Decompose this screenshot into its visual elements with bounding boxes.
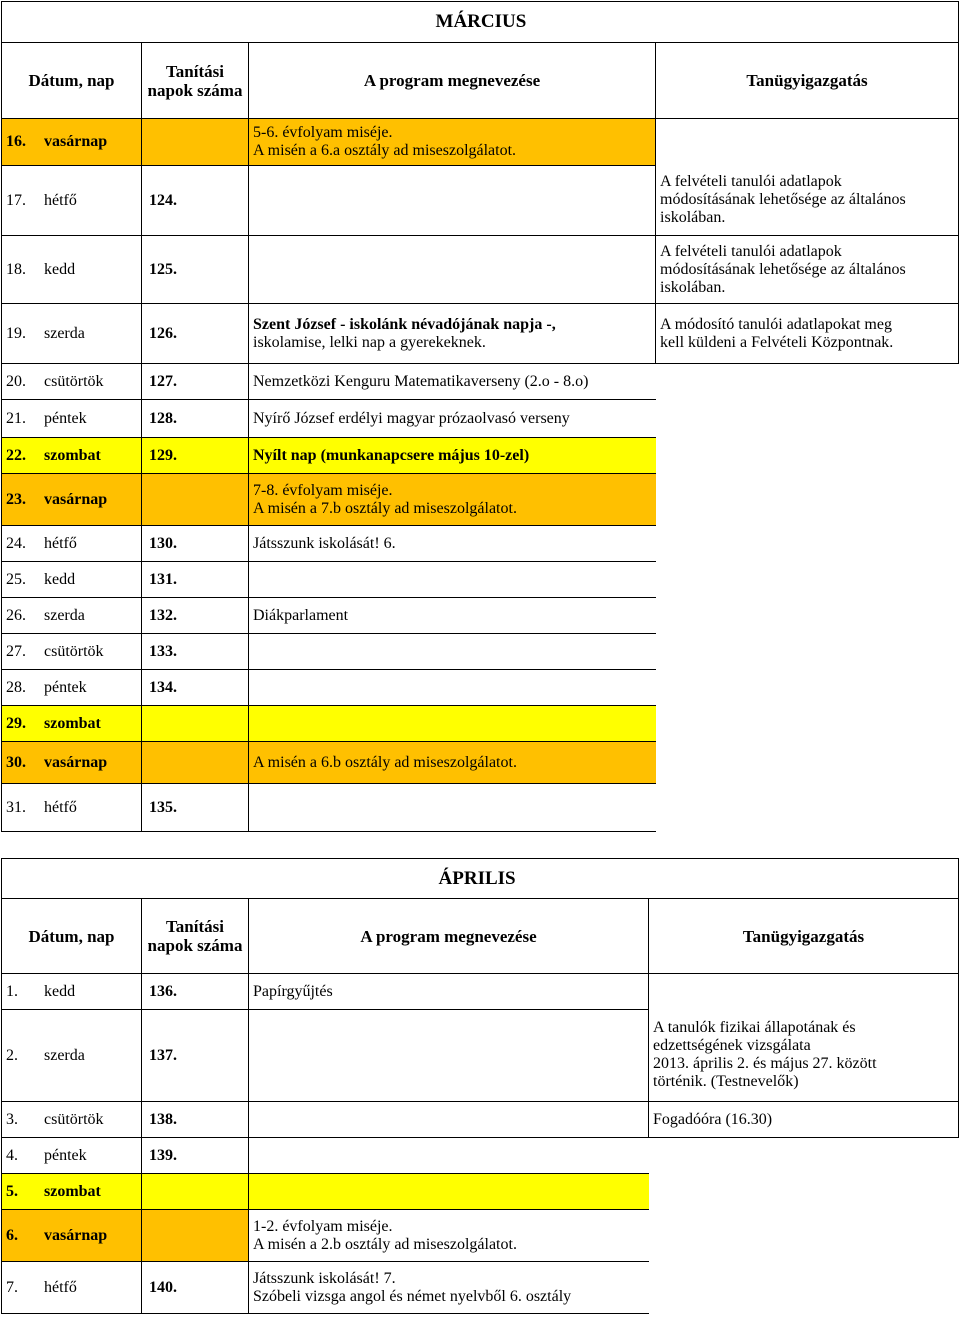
date-cell: 19. szerda [2,304,142,364]
program-cell [249,166,656,236]
teaching-day-cell [142,119,249,166]
teaching-day-cell: 133. [142,634,249,670]
table-row [2,304,959,364]
table-row [2,400,959,438]
table-row [2,1174,959,1210]
table-row [2,562,959,598]
table-row [2,784,959,832]
empty-cell [656,400,959,438]
teaching-day-cell: 139. [142,1138,249,1174]
date-cell: 21. péntek [2,400,142,438]
header-program: A program megnevezése [249,899,649,974]
empty-cell [656,784,959,832]
header-admin: Tanügyigazgatás [656,43,959,119]
table-row [2,1010,959,1102]
teaching-day-cell: 136. [142,974,249,1010]
header-program: A program megnevezése [249,43,656,119]
header-admin: Tanügyigazgatás [649,899,959,974]
teaching-day-cell: 134. [142,670,249,706]
march-title-cell [2,2,656,43]
program-cell [249,1174,649,1210]
date-cell: 22. szombat [2,438,142,474]
teaching-day-cell: 129. [142,438,249,474]
date-cell: 7. hétfő [2,1262,142,1314]
admin-cell [649,974,959,1010]
april-title: ÁPRILIS [649,859,959,899]
empty-cell [656,742,959,784]
teaching-day-cell: 138. [142,1102,249,1138]
table-row [2,526,959,562]
teaching-day-cell: 132. [142,598,249,634]
date-cell: 6. vasárnap [2,1210,142,1262]
date-cell: 16. vasárnap [2,119,142,166]
empty-cell [656,526,959,562]
empty-cell [649,1174,959,1210]
program-cell: Játsszunk iskolását! 6. [249,526,656,562]
date-cell: 25. kedd [2,562,142,598]
teaching-day-cell [142,474,249,526]
table-row [2,474,959,526]
program-cell: Nyílt nap (munkanapcsere május 10-zel) [249,438,656,474]
program-cell: 5-6. évfolyam miséje. A misén a 6.a osztály ad miseszolgálatot. [249,119,656,166]
date-cell: 27. csütörtök [2,634,142,670]
date-cell: 18. kedd [2,236,142,304]
empty-cell [656,706,959,742]
program-cell: 7-8. évfolyam miséje. A misén a 7.b osztály ad miseszolgálatot. [249,474,656,526]
date-cell: 23. vasárnap [2,474,142,526]
date-cell: 31. hétfő [2,784,142,832]
teaching-day-cell: 127. [142,364,249,400]
date-cell: 5. szombat [2,1174,142,1210]
teaching-day-cell: 140. [142,1262,249,1314]
teaching-day-cell: 135. [142,784,249,832]
table-row [2,634,959,670]
teaching-day-cell: 128. [142,400,249,438]
header-date: Dátum, nap [2,899,142,974]
program-cell [249,706,656,742]
empty-cell [649,1210,959,1262]
admin-cell: Fogadóóra (16.30) [649,1102,959,1138]
table-row [2,1138,959,1174]
march-table [1,1,959,832]
empty-cell [656,562,959,598]
table-row [2,236,959,304]
program-cell: Diákparlament [249,598,656,634]
table-row [2,119,959,166]
admin-cell [656,119,959,166]
program-cell [249,670,656,706]
teaching-day-cell: 130. [142,526,249,562]
program-cell: Nyírő József erdélyi magyar prózaolvasó verseny [249,400,656,438]
april-title-cell [2,859,649,899]
teaching-day-cell [142,1174,249,1210]
program-cell [249,1138,649,1174]
empty-cell [656,364,959,400]
date-cell: 24. hétfő [2,526,142,562]
program-cell: Szent József - iskolánk névadójának napja -, iskolamise, lelki nap a gyerekeknek. [249,304,656,364]
date-cell: 1. kedd [2,974,142,1010]
table-row [2,706,959,742]
date-cell: 4. péntek [2,1138,142,1174]
teaching-day-cell: 124. [142,166,249,236]
program-cell [249,1010,649,1102]
program-cell [249,236,656,304]
teaching-day-cell [142,706,249,742]
program-cell [249,634,656,670]
program-cell: Játsszunk iskolását! 7. Szóbeli vizsga angol és német nyelvből 6. osztály [249,1262,649,1314]
table-row [2,742,959,784]
teaching-day-cell: 131. [142,562,249,598]
date-cell: 2. szerda [2,1010,142,1102]
table-row [2,598,959,634]
date-cell: 17. hétfő [2,166,142,236]
date-cell: 26. szerda [2,598,142,634]
table-row [2,1102,959,1138]
empty-cell [656,598,959,634]
program-cell: Papírgyűjtés [249,974,649,1010]
table-row [2,1262,959,1314]
admin-cell: A módosító tanulói adatlapokat meg kell küldeni a Felvételi Központnak. [656,304,959,364]
empty-cell [656,474,959,526]
table-row [2,1210,959,1262]
program-cell: 1-2. évfolyam miséje. A misén a 2.b osztály ad miseszolgálatot. [249,1210,649,1262]
program-cell [249,784,656,832]
date-cell: 20. csütörtök [2,364,142,400]
program-cell [249,562,656,598]
header-teaching-days: Tanítási napok száma [142,43,249,119]
teaching-day-cell [142,1210,249,1262]
table-row [2,438,959,474]
april-header-row [2,899,959,974]
date-cell: 30. vasárnap [2,742,142,784]
table-row [2,166,959,236]
date-cell: 3. csütörtök [2,1102,142,1138]
empty-cell [649,1262,959,1314]
empty-cell [649,1138,959,1174]
date-cell: 28. péntek [2,670,142,706]
program-cell: A misén a 6.b osztály ad miseszolgálatot. [249,742,656,784]
header-date: Dátum, nap [2,43,142,119]
teaching-day-cell [142,742,249,784]
table-row [2,670,959,706]
header-teaching-days: Tanítási napok száma [142,899,249,974]
april-table [1,858,959,1314]
table-row [2,364,959,400]
admin-cell: A felvételi tanulói adatlapok módosításának lehetősége az általános iskolában. [656,166,959,236]
teaching-day-cell: 125. [142,236,249,304]
march-header-row [2,43,959,119]
admin-cell: A tanulók fizikai állapotának és edzettségének vizsgálata 2013. április 2. és május 27. között történik. (Testnevelők) [649,1010,959,1102]
march-title: MÁRCIUS [656,2,959,43]
empty-cell [656,438,959,474]
program-cell [249,1102,649,1138]
empty-cell [656,634,959,670]
table-row [2,974,959,1010]
empty-cell [656,670,959,706]
date-cell: 29. szombat [2,706,142,742]
admin-cell: A felvételi tanulói adatlapok módosításának lehetősége az általános iskolában. [656,236,959,304]
program-cell: Nemzetközi Kenguru Matematikaverseny (2.o - 8.o) [249,364,656,400]
teaching-day-cell: 126. [142,304,249,364]
teaching-day-cell: 137. [142,1010,249,1102]
